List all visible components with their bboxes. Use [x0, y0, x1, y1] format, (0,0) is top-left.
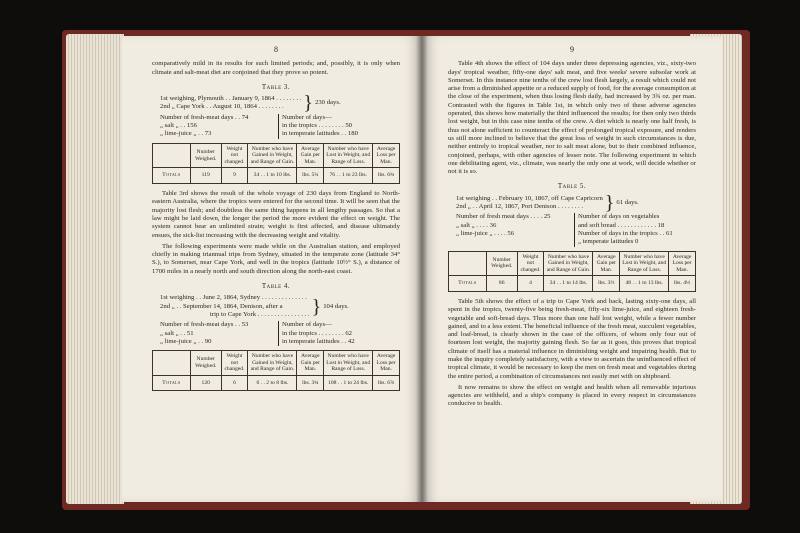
table-caption: Table 3. [261, 82, 291, 91]
days-line: Number of days in the tropics . . 61 [578, 229, 673, 237]
table-cell: 4 [517, 276, 544, 292]
table-header: Average Gain per Man. [297, 143, 324, 168]
table-cell: 120 [190, 375, 221, 391]
right-page [422, 36, 722, 502]
diet-line: „ salt „ . . 51 [160, 329, 194, 337]
diet-summary [456, 213, 696, 246]
table-cell: lbs. 6⅞ [373, 375, 400, 391]
data-table [448, 251, 696, 292]
paragraph: Table 4th shows the effect of 104 days under three depressing agencies, viz., sixty-two days' tropical weather, fifty-one days' salt meat, and five weeks' severe subsolar work at Somerset. In this instance nine tenths of the crew lost flesh largely, a result which could not arise from a diminished appetite or a reduced supply of food, for the average consumption at the close of the experiment, when thus losing flesh daily, had increased by 3¾ oz. per man. Contrasted with the figures in Table 1st, in which only two of these adverse agencies operated, this shows how materially the third influenced the results; for then only two thirds lost weight, but in this case nine tenths of the crew. A diet which is nearly one half fresh, is thus not alone sufficient to counteract the effect of prolonged tropical exposure, and renders us still more inclined to believe that the great loss of weight in such circumstances is due, neither entirely to tropical weather, nor to salt meat alone, but to their combined influence, conjoined, perhaps, with other agencies of lesser note. The following experiment in which one debilitating agent, viz., climate, was nearly the only one at work, will decide whether or not it is so. [448, 60, 696, 176]
table-header: Average Loss per Man. [669, 251, 696, 276]
weighing-line: 1st weighing . . June 2, 1864, Sydney . . . . . . . . . . . . . . [160, 294, 307, 302]
table-cell: 48 . . 1 to 13 lbs. [620, 276, 669, 292]
table-cell: 6 [221, 375, 248, 391]
days-line: Number of days— [282, 321, 332, 329]
table-header: Number Weighed. [190, 351, 221, 376]
table-header: Number who have Gained in Weight, and Range of Gain. [248, 143, 297, 168]
days-line: in the tropics . . . . . . . . 62 [282, 329, 353, 337]
days-total: 230 days. [314, 99, 341, 107]
paragraph: The following experiments were made while on the Australian station, and employed chiefly in making triannual trips from Sydney, situated in the temperate zone (latitude 34° S.), to Somerset, near Cape York, and well in the tropics (latitude 10½° S.), a distance of 1700 miles in a nearly north and south direction along the north-east coast. [152, 242, 400, 275]
diet-line: „ salt „ . . 156 [160, 122, 197, 130]
days-line: Number of days on vegetables [578, 213, 660, 221]
table-header: Number who have Lost in Weight, and Range of Loss. [620, 251, 669, 276]
table-cell: 76 . . 1 to 23 lbs. [324, 168, 373, 184]
paragraph: It now remains to show the effect on weight and health when all removable injurious agencies are withheld, and a ship's company is placed in every respect in circumstances conducive to health. [448, 383, 696, 408]
book-gutter [416, 36, 428, 502]
table-header: Weight not changed. [221, 351, 248, 376]
weighing-line: 2nd „ Cape York . . August 10, 1864 . . . . . . . . [160, 103, 284, 111]
table-header [153, 351, 191, 376]
table-header: Average Gain per Man. [297, 351, 324, 376]
diet-line: „ lime-juice „ . . . . 56 [456, 229, 515, 237]
page-number: 8 [274, 45, 278, 54]
days-total: 61 days. [616, 198, 639, 206]
table-header: Weight not changed. [221, 143, 248, 168]
days-line: in the tropics . . . . . . . . 50 [282, 122, 353, 130]
table-header: Weight not changed. [517, 251, 544, 276]
days-line: and soft bread . . . . . . . . . . . . 18 [578, 221, 665, 229]
brace: } [311, 295, 322, 318]
table-cell: lbs. 5¼ [297, 168, 324, 184]
table-cell: 34 . . 1 to 14 lbs. [544, 276, 593, 292]
days-line: in temperate latitudes . . 180 [282, 130, 358, 138]
table-row [153, 375, 400, 391]
weighing-block [160, 294, 400, 319]
table-header: Average Loss per Man. [373, 351, 400, 376]
diet-line: „ salt „ . . . . 36 [456, 221, 497, 229]
table-cell: 108 . . 1 to 24 lbs. [324, 375, 373, 391]
table-cell: 119 [190, 168, 221, 184]
table-cell: 6 . . 2 to 8 lbs. [248, 375, 297, 391]
table-cell: Totals [153, 168, 191, 184]
diet-line: Number of fresh-meat days . . 74 [160, 113, 249, 121]
diet-line: „ lime-juice „ . . 90 [160, 337, 212, 345]
table-caption: Table 4. [261, 282, 291, 291]
diet-line: „ lime-juice „ . . 73 [160, 130, 212, 138]
table-header [449, 251, 487, 276]
diet-line: Number of fresh-meat days . . 53 [160, 321, 249, 329]
days-total: 104 days. [323, 302, 349, 310]
data-table [152, 143, 400, 184]
days-line: Number of days— [282, 113, 332, 121]
table-row [153, 168, 400, 184]
paragraph: Table 5th shows the effect of a trip to Cape York and back, lasting sixty-one days, all spent in the tropics, twenty-five being fresh-meat, fifty-six lime-juice, and eighteen fresh-vegetable and soft-bread days. Thus more than one half lost weight, while a fewer number gained, and to a less extent. The beneficial influence of the fresh meat, succulent vegetables, and loaf-bread, is clearly shown in the case of the officers, of whom only four out of fourteen lost weight, the majority gaining flesh. So far as it goes, this proves that tropical climate of itself has a material influence in diminishing weight and impairing health. But to make the inquiry completely satisfactory, with a view to ascertain the uninfluenced effect of tropical climate, it would be necessary to keep the men on fresh meat and vegetables during the entire period, a combination of circumstances not easily met with on shipboard. [448, 297, 696, 380]
table-cell: lbs. 4⅓ [669, 276, 696, 292]
table-header: Average Gain per Man. [593, 251, 620, 276]
weighing-block [160, 92, 400, 115]
weighing-line: 2nd „ . . April 12, 1867, Port Denison . . . . . . . . [456, 203, 584, 211]
weighing-line: 1st weighing, Plymouth . . January 9, 1864 . . . . . . . . [160, 95, 302, 103]
weighing-line: trip to Cape York . . . . . . . . . . . . . . . . [210, 310, 310, 318]
days-line: in temperate latitudes . . 42 [282, 337, 355, 345]
diet-line: Number of fresh meat days . . . . 25 [456, 213, 551, 221]
table-header: Number Weighed. [486, 251, 517, 276]
table-header: Number who have Gained in Weight, and Range of Gain. [248, 351, 297, 376]
table-caption: Table 5. [557, 182, 587, 191]
diet-summary [160, 114, 400, 139]
table-header: Number who have Gained in Weight, and Range of Gain. [544, 251, 593, 276]
weighing-block [456, 192, 696, 215]
left-page-edges [66, 34, 124, 504]
brace: } [303, 92, 313, 115]
table-cell: 9 [221, 168, 248, 184]
table-header [153, 143, 191, 168]
table-row [449, 276, 696, 292]
paragraph: Table 3rd shows the result of the whole voyage of 230 days from England to North-eastern Australia, where the tropics were entered for the second time. It will be seen that the majority lost flesh; and doubtless the same thing happens in all lengthy passages. So that a law might be laid down, the longer the period the more evident the effect on weight. The system cannot bear an unlimited strain; weight is first affected, and disease ultimately ensues, the sick-list increasing with the decreasing weight and vitality. [152, 190, 400, 239]
paragraph: comparatively mild in its results for such limited periods; and, possibly, it is only when climate and salt-meat diet are conjoined that they prove so potent. [152, 60, 400, 76]
table-cell: lbs. 3¾ [297, 375, 324, 391]
table-cell: 86 [486, 276, 517, 292]
table-cell: 34 . . 1 to 10 lbs. [248, 168, 297, 184]
table-cell: Totals [153, 375, 191, 391]
table-header: Number who have Lost in Weight, and Range of Loss. [324, 351, 373, 376]
diet-summary [160, 321, 400, 346]
data-table [152, 350, 400, 391]
table-cell: lbs. 6¾ [373, 168, 400, 184]
brace: } [604, 192, 615, 215]
left-page [122, 36, 422, 502]
table-cell: lbs. 3⅔ [593, 276, 620, 292]
table-header: Average Loss per Man. [373, 143, 400, 168]
days-line: „ temperate latitudes 0 [578, 238, 639, 246]
weighing-line: 1st weighing . . February 10, 1867, off Cape Capricorn [456, 194, 603, 202]
table-header: Number who have Lost in Weight, and Range of Loss. [324, 143, 373, 168]
table-cell: Totals [449, 276, 487, 292]
weighing-line: 2nd „ . . September 14, 1864, Denison, after a [160, 302, 283, 310]
table-header: Number Weighed. [190, 143, 221, 168]
page-number: 9 [570, 45, 574, 54]
